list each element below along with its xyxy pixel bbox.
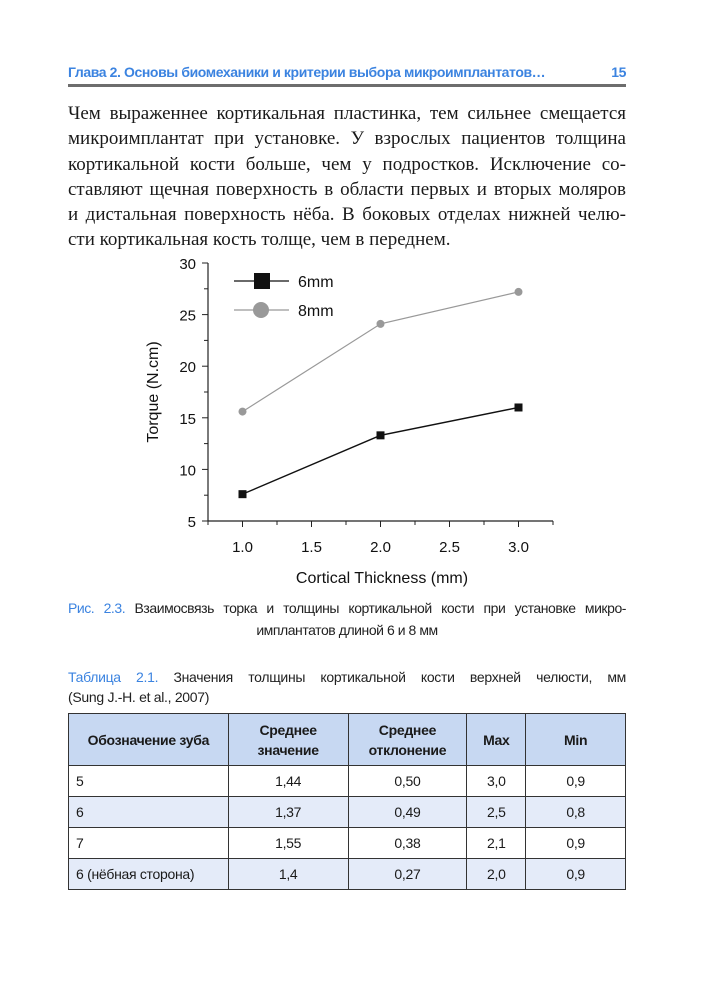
caption-text: имплантатов длиной 6 и 8 мм [256,622,438,638]
x-tick-label: 2.0 [370,539,391,556]
data-point-6mm [377,431,385,439]
data-point-8mm [239,408,247,416]
x-axis-label: Cortical Thickness (mm) [295,570,469,587]
y-tick-label: 10 [179,462,196,480]
legend-circle-icon [253,302,269,318]
table-row [69,828,626,859]
caption-text: Взаимосвязь торка и толщины кортикальной кости при установке микро- [134,600,626,616]
x-tick-label: 1.0 [232,539,253,556]
table-cell: 2,1 [467,828,526,859]
table-cell: 0,9 [526,859,626,890]
table-cell: 1,37 [228,797,348,828]
table-cell: 6 [69,797,229,828]
table-header-row [69,714,626,766]
y-tick-label: 20 [179,359,196,377]
column-header: Среднее значение [228,714,348,766]
series-line-6mm [243,407,519,494]
table-cell: 0,9 [526,828,626,859]
table-cell: 2,5 [467,797,526,828]
y-axis-label: Torque (N.cm) [145,341,162,443]
table-row [69,859,626,890]
column-header: Min [526,714,626,766]
table-caption [68,667,626,707]
table-cell: 0,27 [348,859,467,890]
x-tick-label: 1.5 [301,539,322,556]
y-tick-label: 5 [187,514,196,531]
x-tick-label: 3.0 [508,539,529,556]
table-cell: 0,38 [348,828,467,859]
column-header: Среднее отклонение [348,714,467,766]
text-line: Чем выраженнее кортикальная пластинка, тем сильнее смещается [68,103,626,124]
y-tick-label: 15 [179,410,196,428]
table-cell: 3,0 [467,766,526,797]
cortical-thickness-table [68,713,626,890]
data-point-6mm [239,490,247,498]
chapter-title: Глава 2. Основы биомеханики и критерии выбора микроимплантатов… [68,64,546,80]
table-label: Таблица 2.1. [68,669,159,685]
text-line: и дистальная поверхность нёба. В боковых отделах нижней челю- [68,204,626,226]
figure-caption [68,597,626,641]
table-cell: 1,55 [228,828,348,859]
x-tick-label: 2.5 [439,539,460,556]
figure-label: Рис. 2.3. [68,600,126,616]
text-line: микроимплантат при установке. У взрослых пациентов толщина [68,128,626,150]
y-tick-label: 30 [179,256,196,273]
caption-text: Значения толщины кортикальной кости верхней челюсти, мм [173,669,626,685]
table-cell: 0,8 [526,797,626,828]
data-point-6mm [515,403,523,411]
text-line: ставляют щечная поверхность в области первых и вторых моляров [68,178,626,200]
table-cell: 5 [69,766,229,797]
table-cell: 0,9 [526,766,626,797]
table-cell: 7 [69,828,229,859]
text-line: кортикальной кости больше, чем у подростков. Исключение со- [68,153,626,175]
table-cell: 1,4 [228,859,348,890]
table-cell: 6 (нёбная сторона) [69,859,229,890]
page-number: 15 [611,64,626,80]
column-header: Max [467,714,526,766]
table-cell: 1,44 [228,766,348,797]
legend-label: 6mm [298,274,334,291]
legend-square-icon [254,273,270,289]
legend-label: 8mm [298,303,334,320]
table-cell: 2,0 [467,859,526,890]
table-row [69,766,626,797]
text-line: сти кортикальная кость толще, чем в переднем. [68,229,451,251]
table-cell: 0,50 [348,766,467,797]
column-header: Обозначение зуба [69,714,229,766]
data-point-8mm [515,288,523,296]
data-point-8mm [377,320,385,328]
table-cell: 0,49 [348,797,467,828]
table-row [69,797,626,828]
y-tick-label: 25 [179,307,196,325]
caption-source: (Sung J.-H. et al., 2007) [68,689,210,705]
